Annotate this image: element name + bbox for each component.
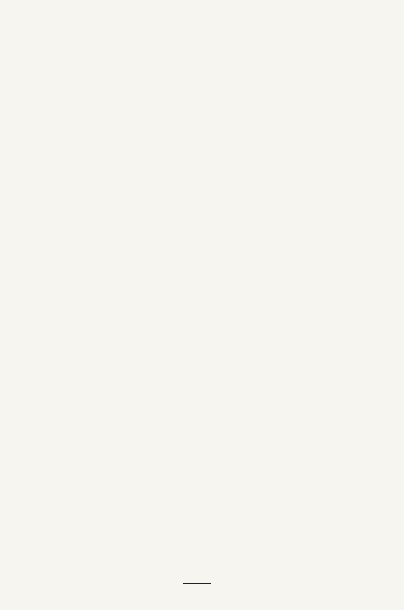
- page-number-rule: [183, 583, 211, 584]
